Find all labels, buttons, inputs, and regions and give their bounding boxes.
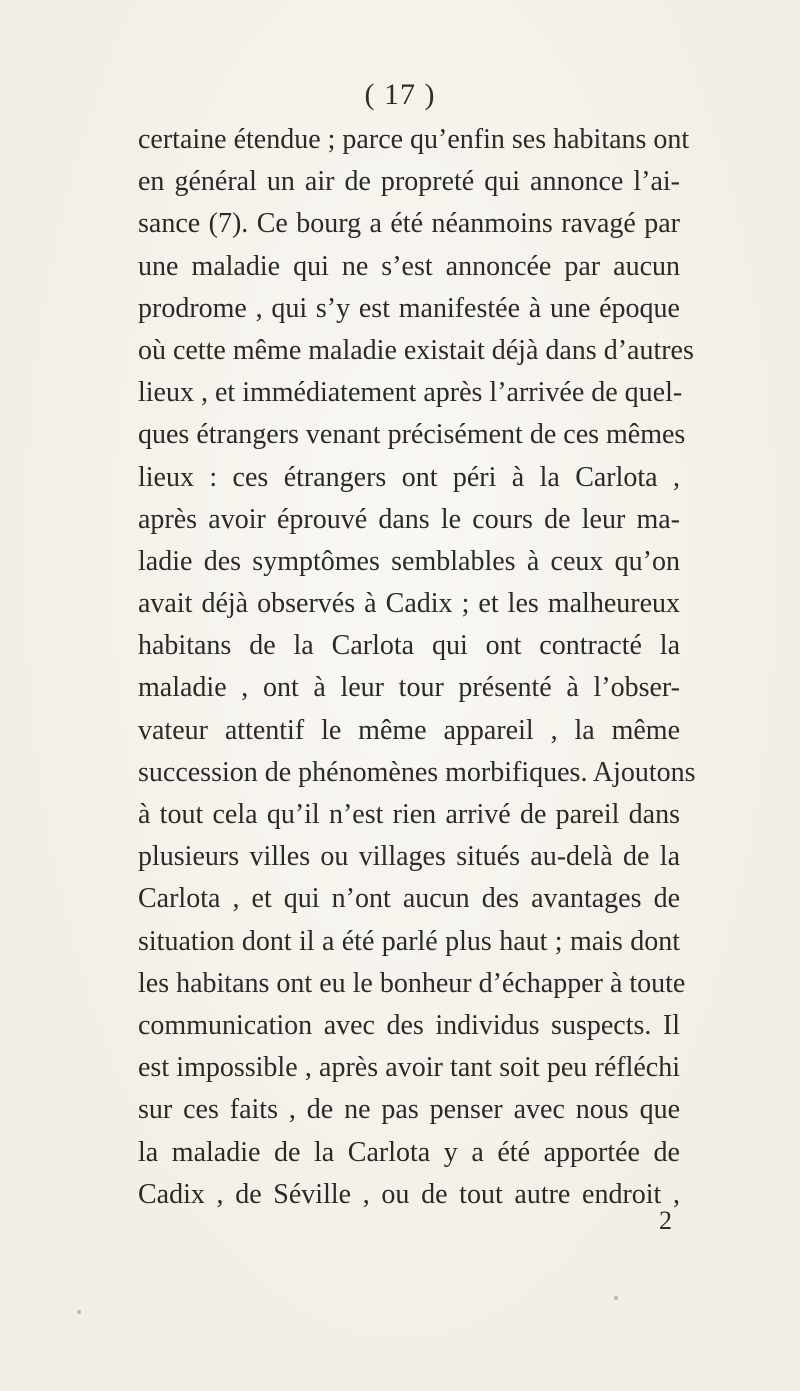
text-line: plusieurs villes ou villages situés au-delà de la	[138, 841, 680, 873]
text-line: avait déjà observés à Cadix ; et les malheureux	[138, 588, 680, 620]
text-line: la maladie de la Carlota y a été apportée de	[138, 1136, 680, 1168]
text-line: ladie des symptômes semblables à ceux qu’on	[138, 545, 680, 577]
body-text	[138, 119, 696, 1216]
text-line: ques étrangers venant précisément de ces mêmes	[138, 419, 686, 451]
text-line: après avoir éprouvé dans le cours de leur ma-	[138, 503, 680, 535]
text-line: communication avec des individus suspects. Il	[138, 1009, 680, 1041]
paper-speck	[77, 1310, 81, 1314]
text-line: Carlota , et qui n’ont aucun des avantages de	[138, 883, 680, 915]
text-line: à tout cela qu’il n’est rien arrivé de pareil dans	[138, 799, 680, 830]
text-line: lieux : ces étrangers ont péri à la Carlota ,	[138, 461, 680, 493]
text-line: lieux , et immédiatement après l’arrivée de quel-	[138, 377, 683, 409]
text-line: succession de phénomènes morbifiques. Ajoutons	[138, 756, 696, 788]
text-line: les habitans ont eu le bonheur d’échapper à toute	[138, 967, 686, 999]
text-line: en général un air de propreté qui annonce l’ai-	[138, 166, 680, 198]
text-line: une maladie qui ne s’est annoncée par aucun	[138, 250, 680, 282]
text-line: Cadix , de Séville , ou de tout autre endroit ,	[138, 1178, 680, 1210]
text-line: sur ces faits , de ne pas penser avec nous que	[138, 1094, 680, 1126]
text-line: prodrome , qui s’y est manifestée à une époque	[138, 292, 680, 324]
text-line: où cette même maladie existait déjà dans d’autres	[138, 334, 694, 366]
text-line: certaine étendue ; parce qu’enfin ses habitans ont	[138, 124, 690, 155]
text-line: situation dont il a été parlé plus haut ; mais dont	[138, 925, 680, 957]
text-line: habitans de la Carlota qui ont contracté la	[138, 630, 680, 662]
text-line: maladie , ont à leur tour présenté à l’obser-	[138, 672, 680, 704]
page-number: ( 17 )	[364, 78, 436, 111]
text-line: vateur attentif le même appareil , la même	[138, 714, 680, 746]
text-line: sance (7). Ce bourg a été néanmoins ravagé par	[138, 208, 680, 240]
signature-mark: 2	[659, 1206, 672, 1235]
paper-speck	[614, 1296, 618, 1300]
text-line: est impossible , après avoir tant soit peu réfléchi	[138, 1052, 680, 1084]
